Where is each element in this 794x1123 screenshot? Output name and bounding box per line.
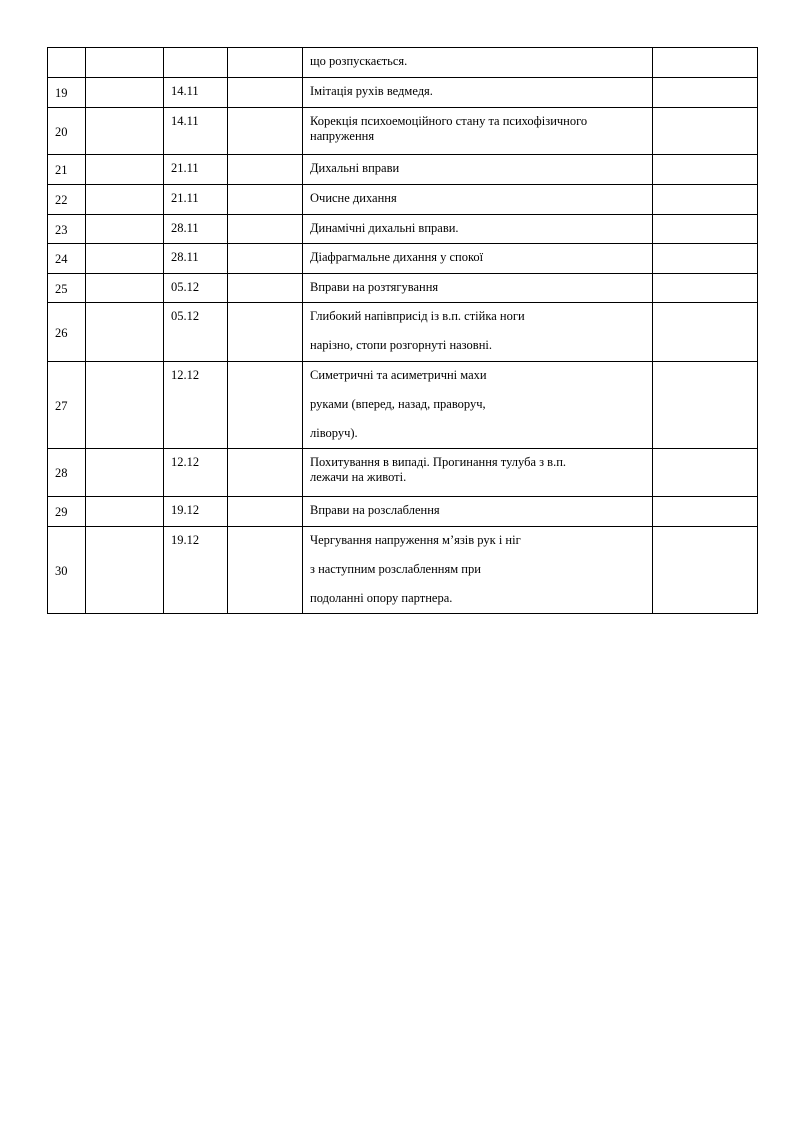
table-row (48, 449, 758, 497)
table-row (48, 78, 758, 108)
empty-cell (228, 215, 303, 244)
date-cell: 19.12 (164, 497, 228, 527)
exercise-text-line: Діафрагмальне дихання у спокої (310, 250, 484, 264)
exercise-description-cell (303, 527, 653, 614)
date-cell: 21.11 (164, 185, 228, 215)
row-number-cell: 30 (48, 527, 86, 614)
date-cell: 12.12 (164, 362, 228, 449)
table-body (48, 48, 758, 614)
exercise-description-cell (303, 244, 653, 274)
row-number-cell: 21 (48, 155, 86, 185)
exercise-text-line: Очисне дихання (310, 191, 397, 205)
exercise-description-cell (303, 48, 653, 78)
row-number-cell: 27 (48, 362, 86, 449)
row-number-cell: 24 (48, 244, 86, 274)
empty-cell (86, 362, 164, 449)
row-number-cell: 23 (48, 215, 86, 244)
empty-cell (228, 108, 303, 155)
empty-cell (86, 527, 164, 614)
exercise-text-line: Дихальні вправи (310, 161, 400, 175)
notes-cell (653, 497, 758, 527)
notes-cell (653, 274, 758, 303)
exercise-description-cell (303, 362, 653, 449)
date-cell: 05.12 (164, 303, 228, 362)
notes-cell (653, 155, 758, 185)
empty-cell (228, 155, 303, 185)
exercise-description-cell (303, 215, 653, 244)
table-row (48, 185, 758, 215)
row-number-cell: 19 (48, 78, 86, 108)
notes-cell (653, 527, 758, 614)
table-row (48, 527, 758, 614)
date-cell (164, 48, 228, 78)
empty-cell (86, 48, 164, 78)
table-row (48, 303, 758, 362)
exercise-text-line: Вправи на розслаблення (310, 503, 440, 517)
empty-cell (86, 155, 164, 185)
exercise-text-line: Динамічні дихальні вправи. (310, 221, 459, 235)
empty-cell (86, 244, 164, 274)
notes-cell (653, 362, 758, 449)
date-cell: 21.11 (164, 155, 228, 185)
date-cell: 12.12 (164, 449, 228, 497)
date-cell: 19.12 (164, 527, 228, 614)
date-cell: 14.11 (164, 78, 228, 108)
exercise-text-line: Вправи на розтягування (310, 280, 439, 294)
table-row (48, 497, 758, 527)
notes-cell (653, 48, 758, 78)
exercise-description-cell (303, 274, 653, 303)
table-row (48, 108, 758, 155)
lesson-schedule-table (47, 47, 758, 614)
table-row (48, 362, 758, 449)
exercise-description-cell (303, 108, 653, 155)
exercise-description-cell (303, 303, 653, 362)
empty-cell (228, 78, 303, 108)
notes-cell (653, 215, 758, 244)
empty-cell (228, 303, 303, 362)
table-row (48, 155, 758, 185)
exercise-text-line: Симетричні та асиметричні махи (310, 368, 487, 382)
exercise-description-cell (303, 185, 653, 215)
row-number-cell: 25 (48, 274, 86, 303)
notes-cell (653, 185, 758, 215)
empty-cell (86, 303, 164, 362)
exercise-description-cell (303, 497, 653, 527)
exercise-text-line: Корекція психоемоційного стану та психофізичного (310, 114, 588, 128)
empty-cell (86, 497, 164, 527)
exercise-text-line: з наступним розслабленням при (310, 562, 481, 576)
row-number-cell: 22 (48, 185, 86, 215)
notes-cell (653, 303, 758, 362)
empty-cell (228, 362, 303, 449)
empty-cell (228, 497, 303, 527)
exercise-text-line: Імітація рухів ведмедя. (310, 84, 433, 98)
exercise-text-line: Чергування напруження м’язів рук і ніг (310, 533, 521, 547)
row-number-cell: 29 (48, 497, 86, 527)
row-number-cell: 28 (48, 449, 86, 497)
exercise-text-line: Глибокий напівприсід із в.п. стійка ноги (310, 309, 525, 323)
exercise-text-line: руками (вперед, назад, праворуч, (310, 397, 486, 411)
exercise-text-line: напруження (310, 129, 375, 143)
row-number-cell: 20 (48, 108, 86, 155)
notes-cell (653, 244, 758, 274)
date-cell: 28.11 (164, 244, 228, 274)
empty-cell (228, 185, 303, 215)
exercise-text-line: що розпускається. (310, 54, 408, 68)
exercise-description-cell (303, 449, 653, 497)
empty-cell (86, 108, 164, 155)
notes-cell (653, 108, 758, 155)
empty-cell (86, 185, 164, 215)
exercise-description-cell (303, 78, 653, 108)
exercise-text-line: ліворуч). (310, 426, 358, 440)
date-cell: 05.12 (164, 274, 228, 303)
empty-cell (228, 449, 303, 497)
empty-cell (228, 48, 303, 78)
date-cell: 14.11 (164, 108, 228, 155)
exercise-text-line: нарізно, стопи розгорнуті назовні. (310, 338, 492, 352)
date-cell: 28.11 (164, 215, 228, 244)
empty-cell (86, 215, 164, 244)
table-row (48, 244, 758, 274)
table-row (48, 215, 758, 244)
row-number-cell (48, 48, 86, 78)
empty-cell (86, 449, 164, 497)
exercise-text-line: подоланні опору партнера. (310, 591, 453, 605)
table-row (48, 274, 758, 303)
empty-cell (228, 244, 303, 274)
notes-cell (653, 78, 758, 108)
exercise-text-line: лежачи на животі. (310, 470, 407, 484)
exercise-text-line: Похитування в випаді. Прогинання тулуба з в.п. (310, 455, 567, 469)
notes-cell (653, 449, 758, 497)
empty-cell (228, 274, 303, 303)
row-number-cell: 26 (48, 303, 86, 362)
empty-cell (86, 274, 164, 303)
empty-cell (228, 527, 303, 614)
empty-cell (86, 78, 164, 108)
table-row (48, 48, 758, 78)
exercise-description-cell (303, 155, 653, 185)
